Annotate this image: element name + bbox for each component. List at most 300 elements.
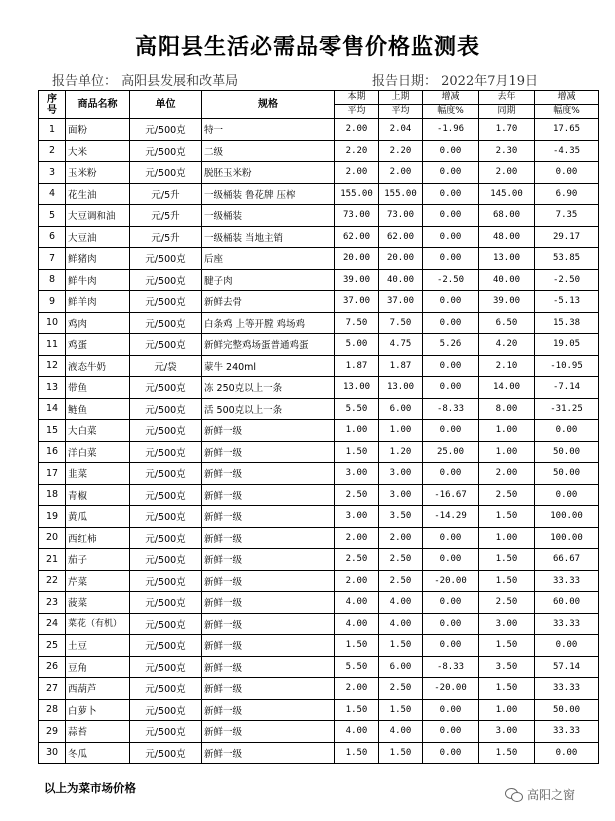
cell-last-year: 2.00 — [479, 162, 535, 184]
cell-current-avg: 39.00 — [335, 269, 379, 291]
cell-spec: 新鲜一级 — [202, 613, 335, 635]
cell-spec: 一级桶装 — [202, 205, 335, 227]
cell-unit: 元/500克 — [130, 334, 202, 356]
cell-name: 鲢鱼 — [66, 398, 130, 420]
cell-yoy-pct: 29.17 — [535, 226, 599, 248]
cell-name: 土豆 — [66, 635, 130, 657]
cell-change-pct: 0.00 — [423, 742, 479, 764]
cell-previous-avg: 2.20 — [379, 140, 423, 162]
cell-spec: 新鲜一级 — [202, 678, 335, 700]
cell-yoy-pct: 0.00 — [535, 420, 599, 442]
cell-yoy-pct: 50.00 — [535, 699, 599, 721]
cell-unit: 元/500克 — [130, 656, 202, 678]
cell-previous-avg: 4.75 — [379, 334, 423, 356]
cell-spec: 新鲜一级 — [202, 549, 335, 571]
cell-previous-avg: 3.00 — [379, 484, 423, 506]
cell-change-pct: 0.00 — [423, 699, 479, 721]
watermark — [505, 786, 575, 803]
table-row — [39, 441, 599, 463]
cell-current-avg: 155.00 — [335, 183, 379, 205]
cell-change-pct: -8.33 — [423, 398, 479, 420]
cell-unit: 元/500克 — [130, 420, 202, 442]
table-row — [39, 527, 599, 549]
cell-last-year: 1.50 — [479, 506, 535, 528]
cell-unit: 元/袋 — [130, 355, 202, 377]
cell-last-year: 13.00 — [479, 248, 535, 270]
cell-yoy-pct: 50.00 — [535, 441, 599, 463]
cell-previous-avg: 155.00 — [379, 183, 423, 205]
cell-previous-avg: 73.00 — [379, 205, 423, 227]
cell-name: 西葫芦 — [66, 678, 130, 700]
cell-name: 鲜羊肉 — [66, 291, 130, 313]
cell-unit: 元/500克 — [130, 162, 202, 184]
cell-spec: 新鲜去骨 — [202, 291, 335, 313]
cell-previous-avg: 3.50 — [379, 506, 423, 528]
cell-no: 1 — [39, 119, 66, 141]
cell-current-avg: 2.00 — [335, 119, 379, 141]
cell-spec: 冻 250克以上一条 — [202, 377, 335, 399]
cell-change-pct: 0.00 — [423, 527, 479, 549]
table-row — [39, 377, 599, 399]
cell-yoy-pct: 17.65 — [535, 119, 599, 141]
cell-last-year: 145.00 — [479, 183, 535, 205]
cell-previous-avg: 1.00 — [379, 420, 423, 442]
cell-no: 15 — [39, 420, 66, 442]
wechat-icon — [505, 788, 523, 802]
cell-current-avg: 3.00 — [335, 506, 379, 528]
price-table — [38, 90, 599, 764]
cell-no: 27 — [39, 678, 66, 700]
cell-no: 5 — [39, 205, 66, 227]
header-spec: 规格 — [202, 91, 335, 119]
cell-change-pct: 0.00 — [423, 721, 479, 743]
cell-change-pct: -2.50 — [423, 269, 479, 291]
header-last-year: 去年 — [479, 91, 535, 105]
table-row — [39, 506, 599, 528]
table-row — [39, 656, 599, 678]
cell-last-year: 2.10 — [479, 355, 535, 377]
cell-yoy-pct: 66.67 — [535, 549, 599, 571]
cell-spec: 新鲜完整鸡场蛋普通鸡蛋 — [202, 334, 335, 356]
cell-no: 24 — [39, 613, 66, 635]
cell-current-avg: 3.00 — [335, 463, 379, 485]
cell-name: 菜花（有机） — [66, 613, 130, 635]
cell-previous-avg: 7.50 — [379, 312, 423, 334]
cell-last-year: 8.00 — [479, 398, 535, 420]
cell-unit: 元/5升 — [130, 226, 202, 248]
cell-no: 30 — [39, 742, 66, 764]
table-row — [39, 140, 599, 162]
cell-unit: 元/500克 — [130, 699, 202, 721]
cell-spec: 特一 — [202, 119, 335, 141]
cell-previous-avg: 6.00 — [379, 656, 423, 678]
cell-no: 8 — [39, 269, 66, 291]
cell-no: 7 — [39, 248, 66, 270]
cell-yoy-pct: 19.05 — [535, 334, 599, 356]
cell-unit: 元/5升 — [130, 183, 202, 205]
cell-no: 12 — [39, 355, 66, 377]
cell-name: 大豆油 — [66, 226, 130, 248]
table-row — [39, 549, 599, 571]
cell-previous-avg: 37.00 — [379, 291, 423, 313]
cell-last-year: 1.50 — [479, 742, 535, 764]
cell-last-year: 1.00 — [479, 441, 535, 463]
cell-spec: 一级桶装 当地主销 — [202, 226, 335, 248]
header-change-sub: 幅度% — [423, 105, 479, 119]
cell-unit: 元/500克 — [130, 312, 202, 334]
cell-last-year: 2.50 — [479, 592, 535, 614]
cell-unit: 元/500克 — [130, 463, 202, 485]
cell-change-pct: 0.00 — [423, 140, 479, 162]
cell-yoy-pct: -7.14 — [535, 377, 599, 399]
cell-change-pct: -14.29 — [423, 506, 479, 528]
cell-no: 13 — [39, 377, 66, 399]
cell-spec: 脱胚玉米粉 — [202, 162, 335, 184]
cell-name: 液态牛奶 — [66, 355, 130, 377]
cell-current-avg: 4.00 — [335, 721, 379, 743]
header-last-period: 上期 — [379, 91, 423, 105]
cell-spec: 新鲜一级 — [202, 592, 335, 614]
cell-last-year: 2.30 — [479, 140, 535, 162]
cell-no: 23 — [39, 592, 66, 614]
cell-last-year: 4.20 — [479, 334, 535, 356]
cell-yoy-pct: 33.33 — [535, 721, 599, 743]
cell-yoy-pct: -4.35 — [535, 140, 599, 162]
cell-spec: 新鲜一级 — [202, 463, 335, 485]
cell-name: 鸡肉 — [66, 312, 130, 334]
cell-previous-avg: 2.00 — [379, 527, 423, 549]
watermark-text: 高阳之窗 — [527, 788, 576, 802]
page-title: 高阳县生活必需品零售价格监测表 — [134, 35, 480, 60]
cell-change-pct: 0.00 — [423, 463, 479, 485]
cell-current-avg: 4.00 — [335, 592, 379, 614]
cell-last-year: 1.00 — [479, 420, 535, 442]
cell-change-pct: 0.00 — [423, 312, 479, 334]
cell-unit: 元/500克 — [130, 248, 202, 270]
cell-yoy-pct: 100.00 — [535, 527, 599, 549]
table-row — [39, 678, 599, 700]
cell-change-pct: 0.00 — [423, 162, 479, 184]
cell-current-avg: 2.50 — [335, 484, 379, 506]
cell-previous-avg: 1.50 — [379, 635, 423, 657]
table-row — [39, 592, 599, 614]
cell-spec: 腱子肉 — [202, 269, 335, 291]
cell-unit: 元/500克 — [130, 592, 202, 614]
cell-yoy-pct: 15.38 — [535, 312, 599, 334]
table-row — [39, 162, 599, 184]
cell-no: 19 — [39, 506, 66, 528]
cell-last-year: 68.00 — [479, 205, 535, 227]
cell-yoy-pct: 53.85 — [535, 248, 599, 270]
cell-previous-avg: 4.00 — [379, 592, 423, 614]
cell-last-year: 2.50 — [479, 484, 535, 506]
cell-current-avg: 5.50 — [335, 656, 379, 678]
cell-previous-avg: 1.50 — [379, 699, 423, 721]
cell-change-pct: 0.00 — [423, 592, 479, 614]
cell-previous-avg: 1.50 — [379, 742, 423, 764]
cell-current-avg: 73.00 — [335, 205, 379, 227]
cell-current-avg: 2.00 — [335, 570, 379, 592]
table-row — [39, 484, 599, 506]
cell-change-pct: -20.00 — [423, 678, 479, 700]
cell-last-year: 39.00 — [479, 291, 535, 313]
cell-current-avg: 1.87 — [335, 355, 379, 377]
cell-previous-avg: 40.00 — [379, 269, 423, 291]
table-row — [39, 613, 599, 635]
cell-change-pct: 0.00 — [423, 291, 479, 313]
cell-name: 韭菜 — [66, 463, 130, 485]
cell-name: 洋白菜 — [66, 441, 130, 463]
cell-spec: 新鲜一级 — [202, 721, 335, 743]
cell-name: 菠菜 — [66, 592, 130, 614]
header-change: 增减 — [423, 91, 479, 105]
cell-name: 青椒 — [66, 484, 130, 506]
cell-last-year: 2.00 — [479, 463, 535, 485]
cell-yoy-pct: 0.00 — [535, 162, 599, 184]
cell-change-pct: 0.00 — [423, 549, 479, 571]
cell-yoy-pct: 0.00 — [535, 484, 599, 506]
cell-spec: 新鲜一级 — [202, 506, 335, 528]
cell-no: 26 — [39, 656, 66, 678]
cell-name: 大豆调和油 — [66, 205, 130, 227]
cell-spec: 一级桶装 鲁花牌 压榨 — [202, 183, 335, 205]
header-this-period-sub: 平均 — [335, 105, 379, 119]
cell-last-year: 6.50 — [479, 312, 535, 334]
cell-yoy-pct: 7.35 — [535, 205, 599, 227]
cell-unit: 元/500克 — [130, 377, 202, 399]
cell-no: 28 — [39, 699, 66, 721]
cell-last-year: 40.00 — [479, 269, 535, 291]
cell-no: 2 — [39, 140, 66, 162]
cell-change-pct: 0.00 — [423, 355, 479, 377]
cell-change-pct: 0.00 — [423, 420, 479, 442]
table-row — [39, 355, 599, 377]
cell-name: 豆角 — [66, 656, 130, 678]
cell-unit: 元/500克 — [130, 527, 202, 549]
cell-no: 20 — [39, 527, 66, 549]
cell-name: 带鱼 — [66, 377, 130, 399]
cell-spec: 新鲜一级 — [202, 699, 335, 721]
cell-yoy-pct: 100.00 — [535, 506, 599, 528]
footnote: 以上为菜市场价格 — [44, 781, 136, 795]
cell-spec: 二级 — [202, 140, 335, 162]
cell-name: 鸡蛋 — [66, 334, 130, 356]
table-row — [39, 570, 599, 592]
cell-change-pct: 0.00 — [423, 613, 479, 635]
cell-previous-avg: 4.00 — [379, 721, 423, 743]
cell-last-year: 3.00 — [479, 721, 535, 743]
cell-current-avg: 13.00 — [335, 377, 379, 399]
report-unit: 报告单位： 高阳县发展和改革局 — [52, 74, 239, 89]
cell-name: 冬瓜 — [66, 742, 130, 764]
table-row — [39, 269, 599, 291]
cell-current-avg: 2.00 — [335, 678, 379, 700]
table-row — [39, 398, 599, 420]
cell-last-year: 1.50 — [479, 635, 535, 657]
table-row — [39, 248, 599, 270]
cell-last-year: 1.50 — [479, 678, 535, 700]
cell-spec: 蒙牛 240ml — [202, 355, 335, 377]
cell-current-avg: 1.50 — [335, 441, 379, 463]
table-row — [39, 699, 599, 721]
header-name: 商品名称 — [66, 91, 130, 119]
header-this-period: 本期 — [335, 91, 379, 105]
cell-current-avg: 1.50 — [335, 742, 379, 764]
cell-previous-avg: 2.50 — [379, 570, 423, 592]
cell-name: 大米 — [66, 140, 130, 162]
cell-change-pct: 0.00 — [423, 635, 479, 657]
cell-unit: 元/500克 — [130, 570, 202, 592]
cell-last-year: 48.00 — [479, 226, 535, 248]
table-row — [39, 205, 599, 227]
cell-name: 西红柿 — [66, 527, 130, 549]
cell-last-year: 1.00 — [479, 699, 535, 721]
cell-unit: 元/500克 — [130, 291, 202, 313]
cell-unit: 元/500克 — [130, 269, 202, 291]
cell-yoy-pct: 57.14 — [535, 656, 599, 678]
cell-no: 29 — [39, 721, 66, 743]
cell-unit: 元/5升 — [130, 205, 202, 227]
cell-change-pct: 0.00 — [423, 205, 479, 227]
cell-yoy-pct: 0.00 — [535, 635, 599, 657]
cell-last-year: 3.50 — [479, 656, 535, 678]
cell-change-pct: -20.00 — [423, 570, 479, 592]
cell-unit: 元/500克 — [130, 742, 202, 764]
cell-change-pct: -16.67 — [423, 484, 479, 506]
cell-unit: 元/500克 — [130, 140, 202, 162]
cell-spec: 新鲜一级 — [202, 484, 335, 506]
cell-spec: 新鲜一级 — [202, 570, 335, 592]
cell-previous-avg: 13.00 — [379, 377, 423, 399]
table-row — [39, 635, 599, 657]
cell-current-avg: 37.00 — [335, 291, 379, 313]
cell-yoy-pct: 33.33 — [535, 678, 599, 700]
cell-no: 6 — [39, 226, 66, 248]
cell-previous-avg: 2.50 — [379, 549, 423, 571]
report-date: 报告日期： 2022年7月19日 — [372, 74, 539, 89]
header-last-year-sub: 同期 — [479, 105, 535, 119]
table-row — [39, 721, 599, 743]
table-row — [39, 420, 599, 442]
cell-spec: 新鲜一级 — [202, 441, 335, 463]
cell-current-avg: 2.20 — [335, 140, 379, 162]
cell-change-pct: 0.00 — [423, 377, 479, 399]
cell-current-avg: 1.00 — [335, 420, 379, 442]
table-row — [39, 334, 599, 356]
cell-previous-avg: 1.20 — [379, 441, 423, 463]
cell-yoy-pct: -2.50 — [535, 269, 599, 291]
cell-previous-avg: 20.00 — [379, 248, 423, 270]
header-unit: 单位 — [130, 91, 202, 119]
cell-name: 玉米粉 — [66, 162, 130, 184]
cell-yoy-pct: 6.90 — [535, 183, 599, 205]
cell-last-year: 1.50 — [479, 570, 535, 592]
cell-name: 大白菜 — [66, 420, 130, 442]
cell-name: 鲜猪肉 — [66, 248, 130, 270]
cell-no: 4 — [39, 183, 66, 205]
cell-change-pct: 0.00 — [423, 248, 479, 270]
cell-yoy-pct: -10.95 — [535, 355, 599, 377]
cell-current-avg: 20.00 — [335, 248, 379, 270]
cell-spec: 新鲜一级 — [202, 656, 335, 678]
cell-yoy-pct: 60.00 — [535, 592, 599, 614]
cell-current-avg: 2.00 — [335, 162, 379, 184]
header-no: 序 号 — [39, 91, 66, 119]
cell-name: 茄子 — [66, 549, 130, 571]
cell-last-year: 1.70 — [479, 119, 535, 141]
cell-spec: 白条鸡 上等开膛 鸡场鸡 — [202, 312, 335, 334]
cell-current-avg: 4.00 — [335, 613, 379, 635]
cell-previous-avg: 6.00 — [379, 398, 423, 420]
cell-no: 22 — [39, 570, 66, 592]
header-yoy-sub: 幅度% — [535, 105, 599, 119]
header-yoy: 增减 — [535, 91, 599, 105]
table-row — [39, 742, 599, 764]
cell-yoy-pct: -31.25 — [535, 398, 599, 420]
table-body — [39, 119, 599, 764]
table-row — [39, 226, 599, 248]
cell-current-avg: 1.50 — [335, 635, 379, 657]
cell-current-avg: 62.00 — [335, 226, 379, 248]
table-row — [39, 291, 599, 313]
cell-last-year: 14.00 — [479, 377, 535, 399]
cell-unit: 元/500克 — [130, 721, 202, 743]
cell-spec: 新鲜一级 — [202, 635, 335, 657]
table-row — [39, 183, 599, 205]
header-last-period-sub: 平均 — [379, 105, 423, 119]
cell-unit: 元/500克 — [130, 678, 202, 700]
cell-unit: 元/500克 — [130, 441, 202, 463]
cell-yoy-pct: 0.00 — [535, 742, 599, 764]
table-row — [39, 312, 599, 334]
table-row — [39, 463, 599, 485]
cell-yoy-pct: 33.33 — [535, 613, 599, 635]
cell-unit: 元/500克 — [130, 613, 202, 635]
cell-yoy-pct: -5.13 — [535, 291, 599, 313]
cell-change-pct: 0.00 — [423, 226, 479, 248]
cell-no: 25 — [39, 635, 66, 657]
cell-unit: 元/500克 — [130, 398, 202, 420]
cell-current-avg: 7.50 — [335, 312, 379, 334]
cell-current-avg: 2.00 — [335, 527, 379, 549]
cell-name: 芹菜 — [66, 570, 130, 592]
cell-current-avg: 5.50 — [335, 398, 379, 420]
cell-no: 17 — [39, 463, 66, 485]
cell-yoy-pct: 50.00 — [535, 463, 599, 485]
cell-spec: 活 500克以上一条 — [202, 398, 335, 420]
cell-name: 面粉 — [66, 119, 130, 141]
cell-name: 蒜苔 — [66, 721, 130, 743]
cell-name: 白萝卜 — [66, 699, 130, 721]
cell-no: 14 — [39, 398, 66, 420]
cell-current-avg: 5.00 — [335, 334, 379, 356]
cell-change-pct: 0.00 — [423, 183, 479, 205]
cell-no: 18 — [39, 484, 66, 506]
cell-last-year: 1.00 — [479, 527, 535, 549]
cell-previous-avg: 1.87 — [379, 355, 423, 377]
cell-last-year: 3.00 — [479, 613, 535, 635]
cell-change-pct: -1.96 — [423, 119, 479, 141]
cell-spec: 新鲜一级 — [202, 527, 335, 549]
cell-no: 21 — [39, 549, 66, 571]
cell-name: 花生油 — [66, 183, 130, 205]
cell-previous-avg: 62.00 — [379, 226, 423, 248]
cell-name: 黄瓜 — [66, 506, 130, 528]
cell-no: 16 — [39, 441, 66, 463]
cell-spec: 新鲜一级 — [202, 742, 335, 764]
cell-previous-avg: 2.00 — [379, 162, 423, 184]
cell-spec: 新鲜一级 — [202, 420, 335, 442]
